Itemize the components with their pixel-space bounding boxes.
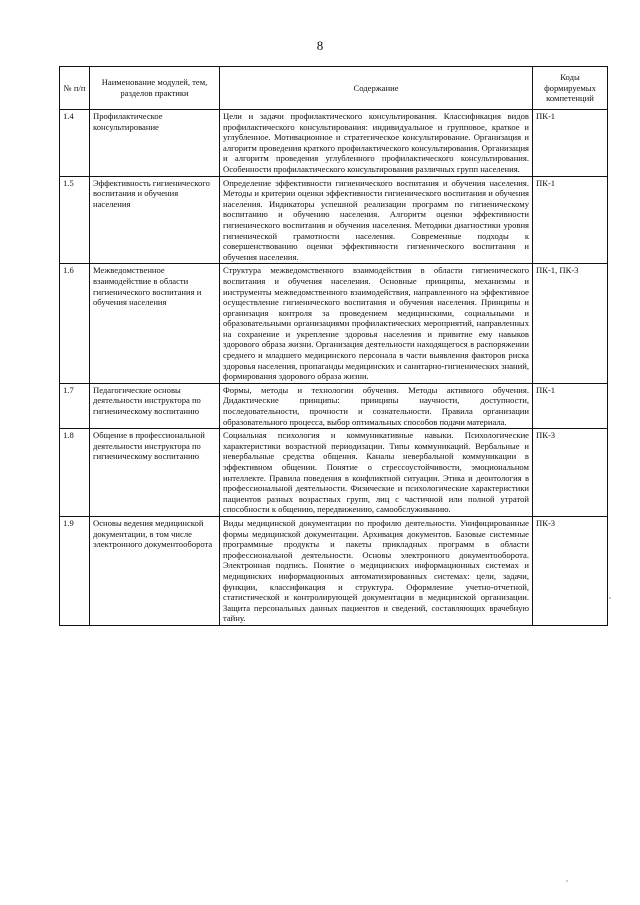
module-content: Виды медицинской документации по профилю деятельности. Унифицированные формы медицинской документации. Архивация документов. Базовые системные программные продукты и пакеты прикладных программ в области профессиональной деятельности. Основы электронного документооборота. Электронная подпись. Понятие о медицинских информационных системах и медицинских информационных автоматизированных системах: цели, задачи, функции, классификация и структура. Оформление учетно-отчетной, статистической и контролирующей документации в медицинской организации. Защита персональных данных пациентов и сведений, составляющих врачебную тайну. <box>220 516 533 625</box>
module-content: Формы, методы и технологии обучения. Методы активного обучения. Дидактические принципы: принципы научности, доступности, последовательности, прочности и сознательности. Правила организации образовательного процесса, выбор оптимальных способов подачи материала. <box>220 383 533 428</box>
row-number: 1.7 <box>60 383 90 428</box>
competency-codes: ПК-1 <box>533 176 608 264</box>
module-name: Профилактическое консультирование <box>90 110 220 177</box>
competency-codes: ПК-3 <box>533 516 608 625</box>
competency-codes: ПК-1 <box>533 110 608 177</box>
header-codes: Коды формируемых компетенций <box>533 67 608 110</box>
table-row <box>60 176 608 264</box>
module-name: Общение в профессиональной деятельности инструктора по гигиеническому воспитанию <box>90 429 220 517</box>
module-content: Социальная психология и коммуникативные навыки. Психологические характеристики возрастной периодизации. Типы коммуникаций. Вербальные и невербальные средства общения. Каналы невербальной коммуникации в эффективном общении. Понятие о стрессоустойчивости, эмоциональном интеллекте. Правила поведения в конфликтной ситуации. Этика и деонтология в профессиональной деятельности. Физические и психологические характеристики пациентов разных возрастных групп, лиц с частичной или полной утратой способности к общению, передвижению, самообслуживанию. <box>220 429 533 517</box>
row-number: 1.9 <box>60 516 90 625</box>
competency-codes: ПК-3 <box>533 429 608 517</box>
module-content: Цели и задачи профилактического консультирования. Классификация видов профилактического консультирования: индивидуальное и групповое, краткое и углубленное. Мотивационное и стратегическое консультирование. Организация и алгоритм проведения краткого профилактического консультирования. Организация и алгоритм проведения углубленного профилактического консультирования. Особенности профилактического консультирования различных групп населения. <box>220 110 533 177</box>
table-row <box>60 383 608 428</box>
scan-speck <box>566 880 568 882</box>
module-name: Основы ведения медицинской документации, в том числе электронного документооборота <box>90 516 220 625</box>
table-row <box>60 429 608 517</box>
module-content: Структура межведомственного взаимодействия в области гигиенического воспитания и обучения населения. Основные принципы, механизмы и инструменты межведомственного взаимодействия, направленного на эффективное осуществление гигиенического воспитания и обучения населения. Принципы и организация контроля за проведением медицинскими, социальными и образовательными организациями профилактических мероприятий, направленных на сохранение и укрепление здоровья населения и привитие ему навыков здорового образа жизни. Организация деятельности находящегося в распоряжении среднего и младшего медицинского персонала в части выявления факторов риска здоровья населения, пропаганды медицинских и санитарно-гигиенических знаний, формирования здорового образа жизни. <box>220 264 533 384</box>
row-number: 1.8 <box>60 429 90 517</box>
table-row <box>60 110 608 177</box>
header-content: Содержание <box>220 67 533 110</box>
row-number: 1.5 <box>60 176 90 264</box>
competency-codes: ПК-1, ПК-3 <box>533 264 608 384</box>
program-content-table <box>59 66 608 626</box>
module-name: Эффективность гигиенического воспитания и обучения населения <box>90 176 220 264</box>
module-content: Определение эффективности гигиенического воспитания и обучения населения. Методы и критерии оценки эффективности гигиенического воспитания и обучения населения. Индикаторы успешной реализации программ по гигиеническому воспитанию и обучению населения. Алгоритм оценки эффективности гигиенического воспитания и обучения населения. Методики диагностики уровня гигиенической грамотности населения. Современные подходы к совершенствованию оценки эффективности гигиенического воспитания и обучения населения. <box>220 176 533 264</box>
header-num: № п/п <box>60 67 90 110</box>
header-name: Наименование модулей, тем, разделов практики <box>90 67 220 110</box>
table-row <box>60 264 608 384</box>
row-number: 1.4 <box>60 110 90 177</box>
row-number: 1.6 <box>60 264 90 384</box>
scan-speck <box>609 597 611 599</box>
table-header-row <box>60 67 608 110</box>
module-name: Межведомственное взаимодействие в области гигиенического воспитания и обучения населения <box>90 264 220 384</box>
page-number: 8 <box>316 38 324 53</box>
module-name: Педагогические основы деятельности инструктора по гигиеническому воспитанию <box>90 383 220 428</box>
competency-codes: ПК-1 <box>533 383 608 428</box>
table-row <box>60 516 608 625</box>
